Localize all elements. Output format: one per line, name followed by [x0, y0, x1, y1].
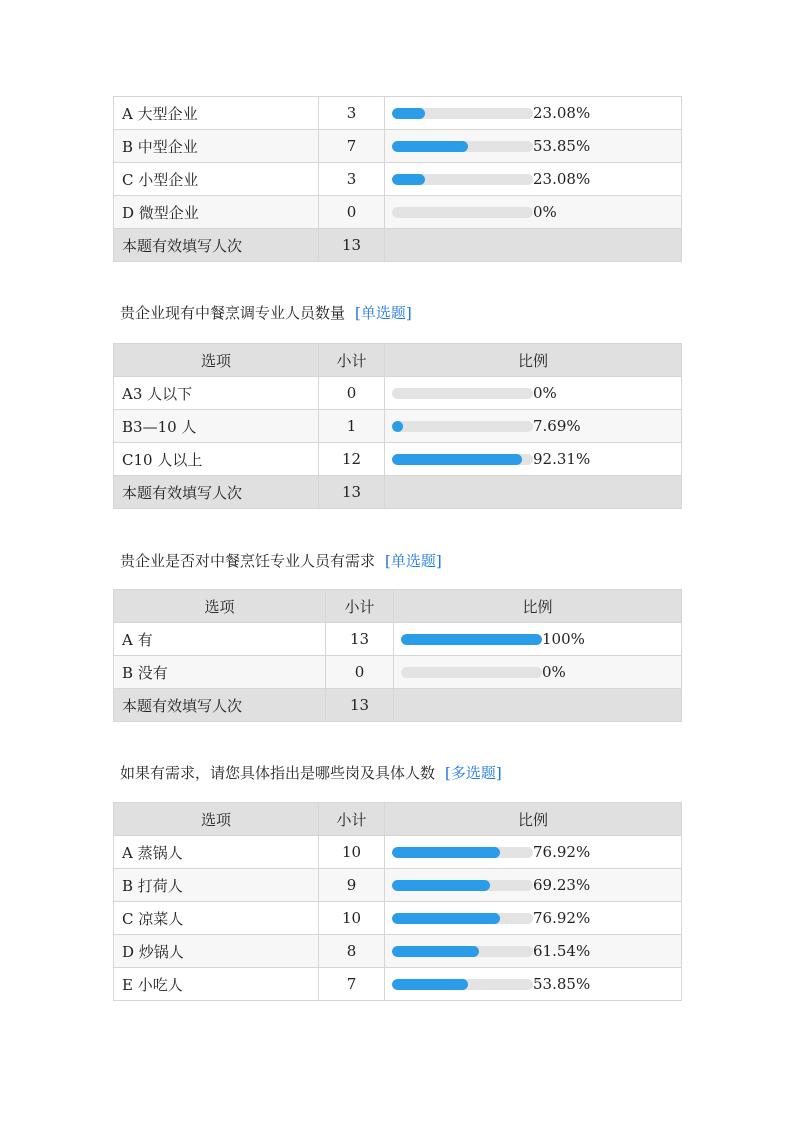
option-label: A 有 [114, 623, 326, 656]
percent-label: 100% [542, 630, 585, 648]
total-row [114, 229, 682, 262]
table-row [114, 968, 682, 1001]
total-empty-cell [385, 229, 682, 262]
option-label: D 微型企业 [114, 196, 319, 229]
option-count: 3 [319, 97, 385, 130]
option-label: D 炒锅人 [114, 935, 319, 968]
option-label: A 蒸锅人 [114, 836, 319, 869]
ratio-cell [385, 410, 682, 443]
option-label: B 没有 [114, 656, 326, 689]
option-count: 9 [319, 869, 385, 902]
question-text: 如果有需求，请您具体指出是哪些岗及具体人数 [120, 764, 436, 782]
table-row [114, 196, 682, 229]
question-title [120, 763, 502, 783]
percent-label: 7.69% [533, 417, 581, 435]
results-table [113, 802, 682, 1001]
ratio-cell [385, 196, 682, 229]
header-count: 小计 [326, 590, 394, 623]
option-label: B 中型企业 [114, 130, 319, 163]
option-count: 0 [319, 377, 385, 410]
header-option: 选项 [114, 590, 326, 623]
percent-label: 23.08% [533, 104, 591, 122]
ratio-cell [385, 935, 682, 968]
option-label: B3—10 人 [114, 410, 319, 443]
progress-bar [401, 667, 542, 678]
progress-fill [392, 946, 479, 957]
ratio-cell [385, 836, 682, 869]
option-count: 12 [319, 443, 385, 476]
table-header-row [114, 590, 682, 623]
header-option: 选项 [114, 344, 319, 377]
progress-bar [392, 207, 533, 218]
total-count: 13 [326, 689, 394, 722]
option-label: C 小型企业 [114, 163, 319, 196]
total-row [114, 689, 682, 722]
option-count: 0 [326, 656, 394, 689]
ratio-cell [385, 130, 682, 163]
table-row [114, 377, 682, 410]
header-count: 小计 [319, 803, 385, 836]
progress-bar [392, 454, 533, 465]
option-label: C10 人以上 [114, 443, 319, 476]
percent-label: 53.85% [533, 137, 591, 155]
results-table [113, 96, 682, 262]
option-label: A3 人以下 [114, 377, 319, 410]
survey-table-company-size [113, 96, 681, 262]
table-row [114, 935, 682, 968]
ratio-cell [394, 623, 682, 656]
progress-bar [392, 880, 533, 891]
results-table [113, 343, 682, 509]
total-label: 本题有效填写人次 [114, 689, 326, 722]
table-row [114, 443, 682, 476]
option-count: 7 [319, 130, 385, 163]
question-type-tag: [单选题] [355, 304, 412, 322]
ratio-cell [385, 968, 682, 1001]
progress-fill [392, 174, 425, 185]
total-row [114, 476, 682, 509]
table-row [114, 163, 682, 196]
percent-label: 0% [533, 203, 557, 221]
progress-bar [392, 388, 533, 399]
header-count: 小计 [319, 344, 385, 377]
total-count: 13 [319, 476, 385, 509]
progress-bar [392, 979, 533, 990]
option-label: E 小吃人 [114, 968, 319, 1001]
ratio-cell [385, 902, 682, 935]
question-type-tag: [多选题] [445, 764, 502, 782]
table-header-row [114, 344, 682, 377]
progress-bar [392, 421, 533, 432]
ratio-cell [385, 869, 682, 902]
table-header-row [114, 803, 682, 836]
option-count: 10 [319, 836, 385, 869]
option-count: 8 [319, 935, 385, 968]
option-count: 0 [319, 196, 385, 229]
progress-fill [392, 913, 500, 924]
percent-label: 69.23% [533, 876, 591, 894]
ratio-cell [394, 656, 682, 689]
question-title [120, 551, 442, 571]
table-row [114, 623, 682, 656]
percent-label: 53.85% [533, 975, 591, 993]
survey-table-demand [113, 589, 681, 722]
header-ratio: 比例 [385, 344, 682, 377]
table-row [114, 869, 682, 902]
progress-bar [392, 141, 533, 152]
progress-fill [392, 979, 468, 990]
option-label: A 大型企业 [114, 97, 319, 130]
total-empty-cell [385, 476, 682, 509]
percent-label: 0% [542, 663, 566, 681]
percent-label: 61.54% [533, 942, 591, 960]
progress-bar [392, 847, 533, 858]
question-text: 贵企业现有中餐烹调专业人员数量 [120, 304, 346, 322]
survey-table-staff-count [113, 343, 681, 509]
ratio-cell [385, 163, 682, 196]
option-label: C 凉菜人 [114, 902, 319, 935]
progress-bar [392, 174, 533, 185]
progress-bar [392, 108, 533, 119]
question-title [120, 303, 412, 323]
table-row [114, 836, 682, 869]
percent-label: 76.92% [533, 843, 591, 861]
progress-bar [392, 946, 533, 957]
option-label: B 打荷人 [114, 869, 319, 902]
progress-fill [392, 880, 490, 891]
progress-bar [392, 913, 533, 924]
header-option: 选项 [114, 803, 319, 836]
option-count: 7 [319, 968, 385, 1001]
results-table [113, 589, 682, 722]
progress-fill [392, 108, 425, 119]
option-count: 10 [319, 902, 385, 935]
header-ratio: 比例 [385, 803, 682, 836]
ratio-cell [385, 97, 682, 130]
option-count: 13 [326, 623, 394, 656]
ratio-cell [385, 443, 682, 476]
table-row [114, 902, 682, 935]
progress-fill [392, 454, 522, 465]
table-row [114, 130, 682, 163]
total-empty-cell [394, 689, 682, 722]
progress-fill [392, 141, 468, 152]
total-label: 本题有效填写人次 [114, 229, 319, 262]
survey-table-positions [113, 802, 681, 1001]
progress-fill [392, 421, 403, 432]
question-type-tag: [单选题] [385, 552, 442, 570]
progress-fill [401, 634, 542, 645]
option-count: 3 [319, 163, 385, 196]
table-row [114, 410, 682, 443]
percent-label: 23.08% [533, 170, 591, 188]
total-count: 13 [319, 229, 385, 262]
percent-label: 92.31% [533, 450, 591, 468]
header-ratio: 比例 [394, 590, 682, 623]
progress-bar [401, 634, 542, 645]
percent-label: 76.92% [533, 909, 591, 927]
question-text: 贵企业是否对中餐烹饪专业人员有需求 [120, 552, 376, 570]
table-row [114, 97, 682, 130]
total-label: 本题有效填写人次 [114, 476, 319, 509]
ratio-cell [385, 377, 682, 410]
option-count: 1 [319, 410, 385, 443]
progress-fill [392, 847, 500, 858]
percent-label: 0% [533, 384, 557, 402]
table-row [114, 656, 682, 689]
